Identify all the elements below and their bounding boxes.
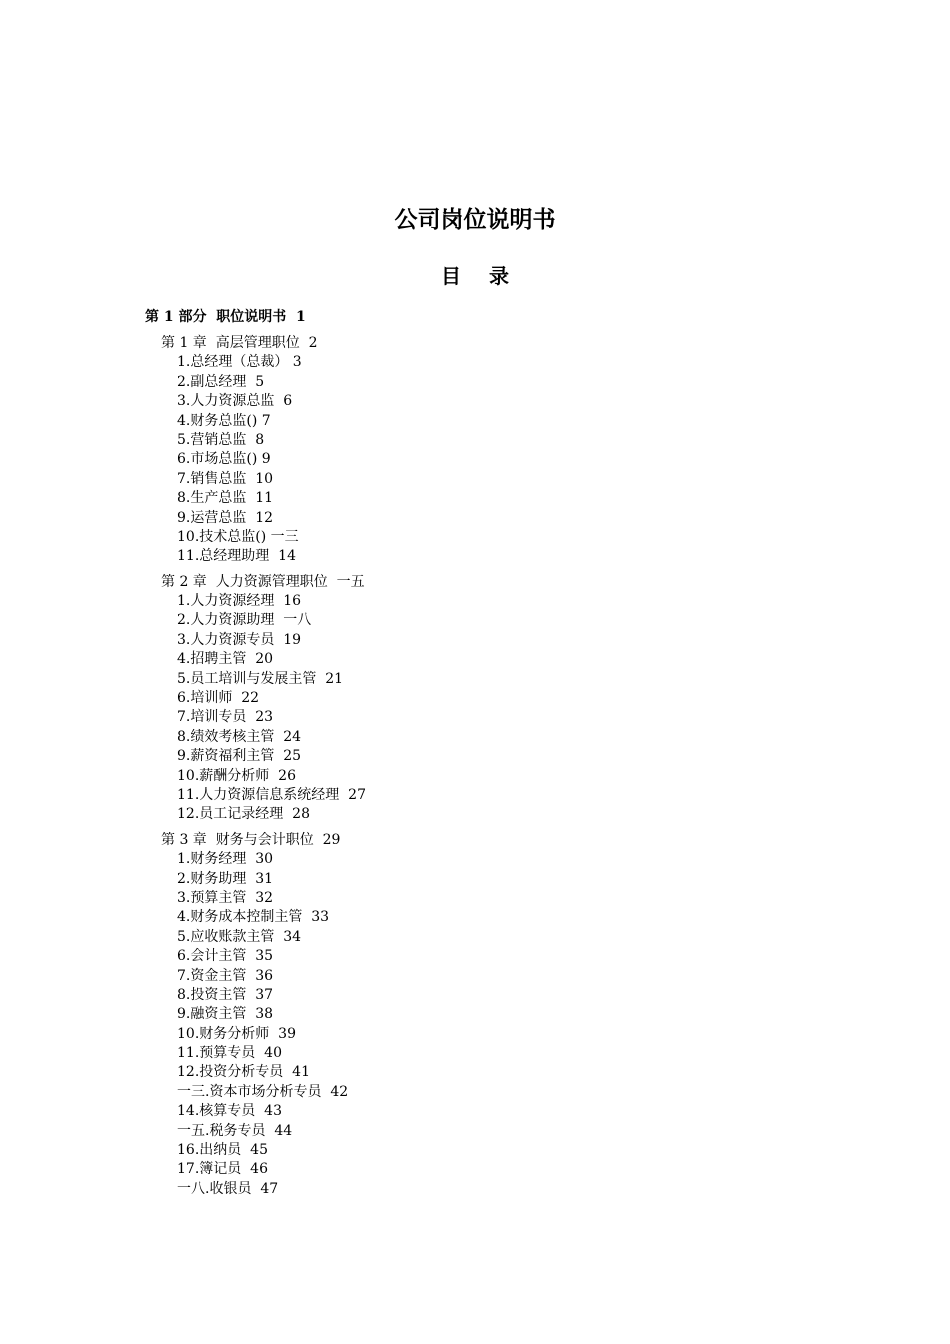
toc-entry[interactable]: 5.员工培训与发展主管 21 [177, 670, 344, 687]
toc-entry[interactable]: 3.人力资源总监 6 [177, 393, 293, 410]
toc-chapter-2 [145, 573, 845, 825]
toc-entry[interactable]: 11.人力资源信息系统经理 27 [177, 786, 366, 803]
toc-entry[interactable]: 9.运营总监 12 [177, 509, 274, 526]
toc-entry[interactable]: 一五.税务专员 44 [177, 1122, 293, 1139]
toc-entry[interactable]: 11.预算专员 40 [177, 1045, 282, 1062]
toc-part-title[interactable]: 第 1 部分 职位说明书 1 [145, 309, 306, 325]
toc-entry[interactable]: 10.技术总监() 一三 [177, 528, 299, 545]
toc-entry[interactable]: 7.培训专员 23 [177, 709, 274, 726]
toc-entry[interactable]: 4.财务总监() 7 [177, 412, 271, 429]
toc-entry[interactable]: 12.投资分析专员 41 [177, 1064, 310, 1081]
toc-chapter-3 [145, 831, 845, 1199]
toc-entry[interactable]: 5.应收账款主管 34 [177, 928, 302, 945]
toc-entry[interactable]: 14.核算专员 43 [177, 1103, 282, 1120]
toc-entry[interactable]: 3.人力资源专员 19 [177, 631, 302, 648]
toc-entry[interactable]: 11.总经理助理 14 [177, 548, 296, 565]
toc-entry[interactable]: 7.资金主管 36 [177, 967, 274, 984]
table-of-contents [145, 306, 845, 1205]
toc-heading: 目录 [441, 264, 537, 288]
toc-entry[interactable]: 5.营销总监 8 [177, 431, 265, 448]
toc-entry[interactable]: 16.出纳员 45 [177, 1142, 268, 1159]
toc-entry[interactable]: 17.簿记员 46 [177, 1161, 268, 1178]
toc-entry[interactable]: 8.绩效考核主管 24 [177, 728, 302, 745]
toc-entry[interactable]: 一八.收银员 47 [177, 1180, 279, 1197]
toc-entry[interactable]: 6.市场总监() 9 [177, 451, 271, 468]
toc-entry[interactable]: 3.预算主管 32 [177, 889, 274, 906]
toc-chapter-1 [145, 334, 845, 567]
toc-entry[interactable]: 1.总经理（总裁） 3 [177, 354, 302, 371]
toc-entry[interactable]: 12.员工记录经理 28 [177, 806, 310, 823]
toc-entry[interactable]: 8.投资主管 37 [177, 986, 274, 1003]
toc-chapter-title[interactable]: 第 1 章 高层管理职位 2 [161, 335, 318, 351]
toc-entry[interactable]: 8.生产总监 11 [177, 490, 274, 507]
toc-entry[interactable]: 7.销售总监 10 [177, 470, 274, 487]
toc-entry[interactable]: 4.招聘主管 20 [177, 651, 274, 668]
toc-entry[interactable]: 6.培训师 22 [177, 690, 260, 707]
toc-entry[interactable]: 2.人力资源助理 一八 [177, 612, 312, 629]
toc-entry[interactable]: 9.融资主管 38 [177, 1006, 274, 1023]
toc-chapter-title[interactable]: 第 2 章 人力资源管理职位 一五 [161, 573, 365, 590]
document-title: 公司岗位说明书 [394, 207, 556, 233]
toc-entry[interactable]: 1.人力资源经理 16 [177, 593, 302, 610]
toc-entry[interactable]: 10.薪酬分析师 26 [177, 767, 296, 784]
toc-entry[interactable]: 10.财务分析师 39 [177, 1025, 296, 1042]
toc-entry[interactable]: 2.副总经理 5 [177, 373, 265, 390]
toc-chapter-title[interactable]: 第 3 章 财务与会计职位 29 [161, 831, 341, 848]
toc-entry[interactable]: 一三.资本市场分析专员 42 [177, 1083, 349, 1100]
toc-entry[interactable]: 6.会计主管 35 [177, 948, 274, 965]
toc-entry[interactable]: 1.财务经理 30 [177, 851, 274, 868]
toc-entry[interactable]: 9.薪资福利主管 25 [177, 748, 302, 765]
toc-entry[interactable]: 4.财务成本控制主管 33 [177, 909, 330, 926]
toc-entry[interactable]: 2.财务助理 31 [177, 870, 274, 887]
